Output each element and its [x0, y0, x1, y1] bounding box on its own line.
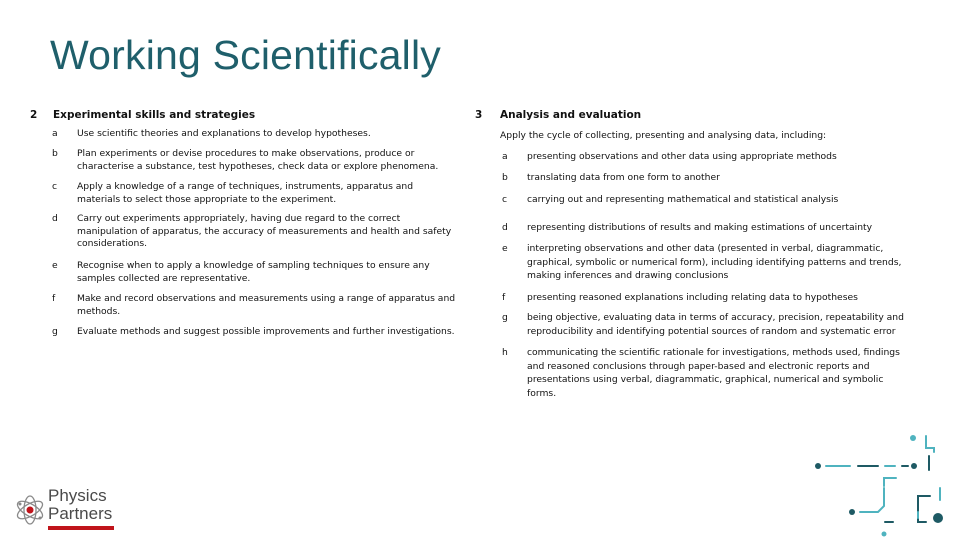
page-title: Working Scientifically	[50, 32, 441, 78]
section-number: 3	[475, 109, 483, 121]
item-text: Use scientific theories and explanations to develop hypotheses.	[77, 128, 371, 139]
item-letter: g	[502, 312, 508, 323]
item-text: presentations using verbal, diagrammatic, graphical, numerical and symbolic	[527, 374, 884, 385]
item-letter: f	[502, 292, 506, 303]
item-text: Make and record observations and measurements using a range of apparatus and	[77, 293, 456, 304]
logo-text-physics: Physics	[48, 486, 107, 505]
item-letter: c	[52, 181, 58, 192]
item-letter: e	[52, 260, 58, 271]
item-letter: d	[502, 222, 508, 233]
item-text: reproducibility and identifying potential sources of random and systematic error	[527, 325, 896, 337]
item-text: presenting observations and other data using appropriate methods	[527, 151, 837, 162]
item-letter: b	[52, 148, 58, 159]
atom-logo-icon	[14, 490, 48, 532]
item-text: methods.	[77, 305, 121, 317]
item-text: being objective, evaluating data in terms of accuracy, precision, repeatability and	[527, 312, 904, 323]
item-text: Carry out experiments appropriately, having due regard to the correct	[77, 213, 401, 224]
item-letter: g	[52, 326, 58, 337]
item-text: characterise a substance, test hypotheses, check data or explore phenomena.	[77, 160, 439, 172]
item-letter: f	[52, 293, 56, 304]
item-text: and reasoned conclusions through paper-based and electronic reports and	[527, 360, 870, 372]
item-letter: e	[502, 243, 508, 254]
section-number: 2	[30, 109, 38, 121]
item-text: Recognise when to apply a knowledge of sampling techniques to ensure any	[77, 260, 430, 271]
item-text: forms.	[527, 387, 557, 399]
item-text: considerations.	[77, 238, 148, 250]
item-text: communicating the scientific rationale for investigations, methods used, findings	[527, 347, 900, 358]
physics-partners-logo	[14, 486, 118, 532]
item-letter: c	[502, 194, 508, 205]
section-intro: Apply the cycle of collecting, presenting and analysing data, including:	[500, 130, 827, 141]
item-letter: b	[502, 172, 508, 183]
logo-text-partners: Partners	[48, 504, 113, 523]
item-letter: a	[502, 151, 508, 162]
item-letter: a	[52, 128, 58, 139]
item-text: Apply a knowledge of a range of techniques, instruments, apparatus and	[77, 181, 414, 192]
item-text: making inferences and drawing conclusions	[527, 270, 729, 281]
section-heading: Analysis and evaluation	[500, 109, 642, 121]
item-text: translating data from one form to another	[527, 172, 720, 183]
item-text: presenting reasoned explanations including relating data to hypotheses	[527, 292, 858, 303]
item-text: graphical, symbolic or numerical form), including identifying patterns and trends,	[527, 256, 902, 268]
item-text: representing distributions of results and making estimations of uncertainty	[527, 222, 873, 233]
item-letter: h	[502, 347, 508, 358]
item-text: samples collected are representative.	[77, 272, 251, 284]
item-text: interpreting observations and other data (presented in verbal, diagrammatic,	[527, 243, 884, 254]
item-text: carrying out and representing mathematical and statistical analysis	[527, 194, 839, 205]
item-text: materials to select those appropriate to the experiment.	[77, 193, 337, 205]
section-heading: Experimental skills and strategies	[53, 109, 256, 121]
item-letter: d	[52, 213, 58, 224]
item-text: Plan experiments or devise procedures to make observations, produce or	[77, 148, 415, 159]
item-text: manipulation of apparatus, the accuracy of measurements and health and safety	[77, 225, 452, 237]
logo-red-bar	[48, 526, 114, 530]
item-text: Evaluate methods and suggest possible improvements and further investigations.	[77, 326, 455, 337]
